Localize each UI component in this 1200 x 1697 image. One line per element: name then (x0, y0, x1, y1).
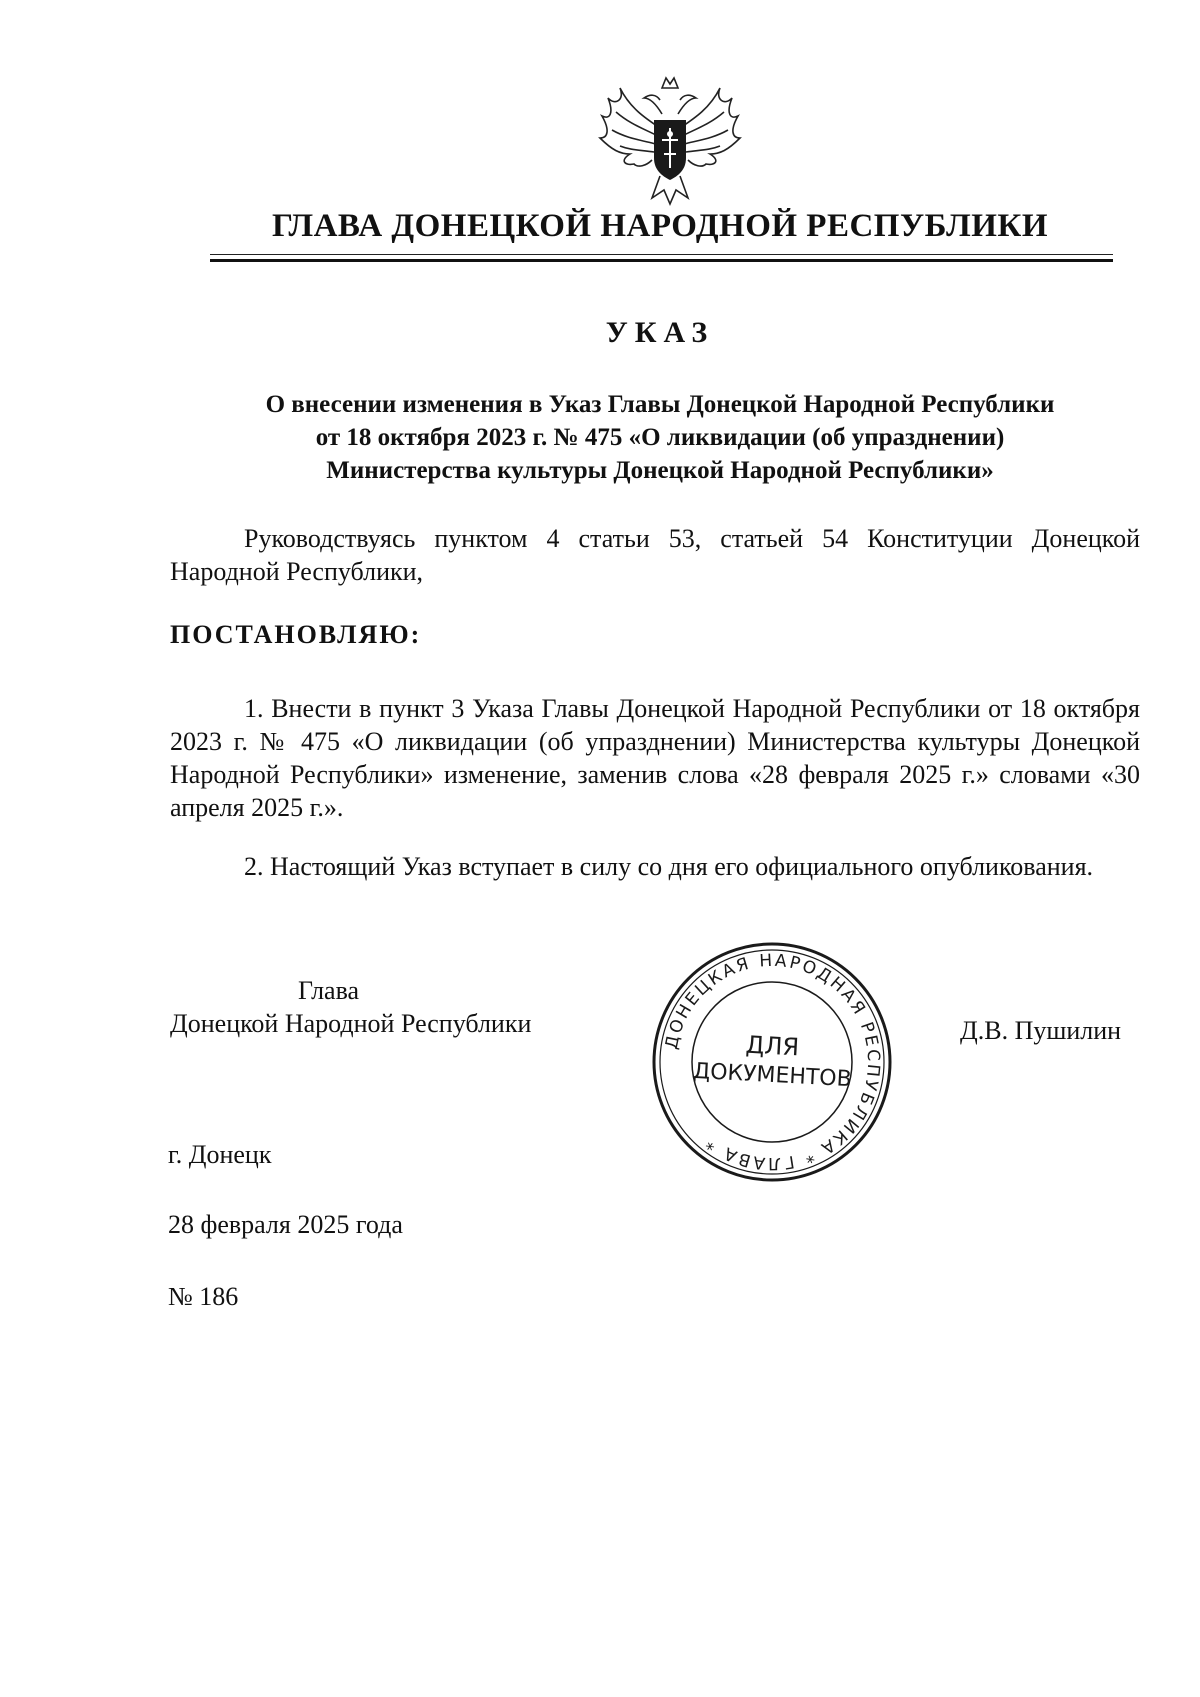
decree-item-2: 2. Настоящий Указ вступает в силу со дня его официального опубликования. (244, 852, 1094, 881)
signatory-post-line: Глава (298, 976, 360, 1005)
decree-item-1: 1. Внести в пункт 3 Указа Главы Донецкой Народной Республики от 18 октября 2023 г. № 475 «О ликвидации (об упразднении) Министерства культуры Донецкой Народной Республики» изменение, заменив слова «28 февраля 2025 г.» словами «30 апреля 2025 г.». (170, 694, 1140, 822)
issue-date: 28 февраля 2025 года (168, 1210, 403, 1239)
coat-of-arms-emblem (590, 58, 750, 208)
signatory-post-line: Донецкой Народной Республики (170, 1009, 532, 1038)
decree-word: ПОСТАНОВЛЯЮ: (170, 620, 422, 649)
seal-center-line: ДЛЯ (744, 1030, 800, 1062)
subject-line: О внесении изменения в Указ Главы Донецкой Народной Республики (265, 391, 1055, 418)
document-type: УКАЗ (605, 316, 715, 349)
seal-center-line: ДОКУМЕНТОВ (692, 1058, 853, 1093)
subject-line: Министерства культуры Донецкой Народной Республики» (326, 457, 994, 484)
seal-ring-text: ДОНЕЦКАЯ НАРОДНАЯ РЕСПУБЛИКА * ГЛАВА * (661, 950, 884, 1174)
subject-line: от 18 октября 2023 г. № 475 «О ликвидации (об упразднении) (315, 424, 1005, 451)
header-rule-thin (210, 254, 1113, 255)
signatory-name: Д.В. Пушилин (960, 1016, 1122, 1045)
signatory-post (170, 974, 590, 1040)
official-seal (650, 940, 894, 1184)
document-number: № 186 (168, 1282, 239, 1311)
document-subject (170, 388, 1150, 487)
preamble-paragraph: Руководствуясь пунктом 4 статьи 53, статьей 54 Конституции Донецкой Народной Республики, (170, 524, 1140, 586)
issue-city: г. Донецк (168, 1140, 272, 1169)
issuing-authority-title: ГЛАВА ДОНЕЦКОЙ НАРОДНОЙ РЕСПУБЛИКИ (271, 208, 1049, 244)
header-rule-thick (210, 259, 1113, 262)
